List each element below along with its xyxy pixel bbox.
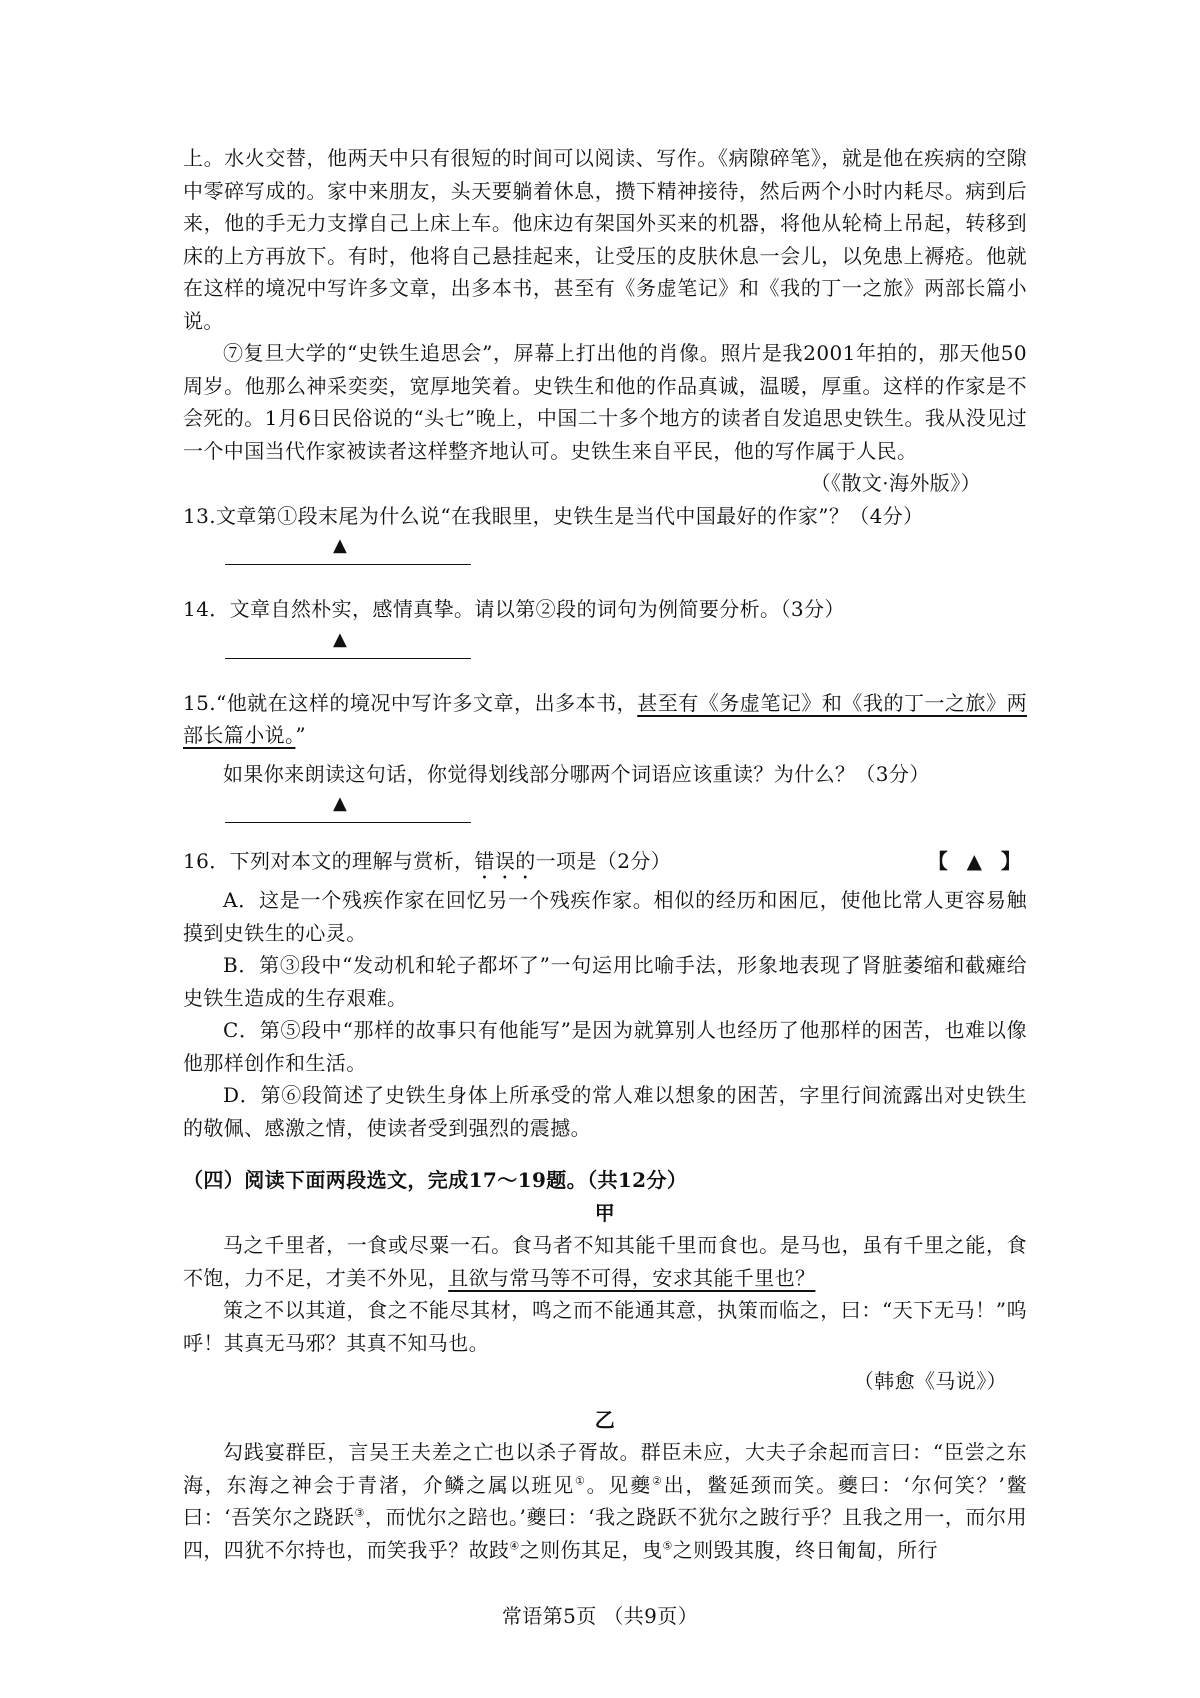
yi-text-d: ，而忧尔之踣也。’夔曰：‘我之跷跃不犹尔之跛行乎？且我之用一，而尔用四，四犹不尔持也，而笑我乎？故跂 xyxy=(183,1505,1027,1562)
page-content xyxy=(183,142,1027,1566)
yi-text-e: 之则伤其足，曳 xyxy=(519,1537,663,1562)
question-16-prefix: 16．下列对本文的理解与赏析， xyxy=(183,849,475,873)
footnote-marker-4: ④ xyxy=(509,1538,520,1552)
answer-line-13[interactable] xyxy=(225,532,471,565)
triangle-marker: ▲ xyxy=(333,628,348,650)
passage-yi-paragraph-1 xyxy=(183,1436,1027,1566)
footnote-marker-3: ③ xyxy=(354,1506,365,1520)
question-16 xyxy=(183,845,1027,884)
jia-p1-text: 马之千里者，一食或尽粟一石。食马者不知其能千里而食也。是马也，虽有千里之能，食不饱，力不足，才美不外见， xyxy=(183,1233,1027,1290)
footnote-marker-5: ⑤ xyxy=(662,1538,673,1552)
answer-line-14[interactable] xyxy=(225,626,471,659)
yi-text-a: 勾践宴群臣，言吴王夫差之亡也以杀子胥故。群臣未应，大夫子余起而言曰：“臣尝之东海，东海之神会于青渚，介鳞之属以班见 xyxy=(183,1440,1027,1497)
yi-text-c: 出，鳖延颈而笑。夔曰：‘尔何笑？’鳖曰：‘吾笑尔之跷跃 xyxy=(183,1472,1027,1529)
question-15 xyxy=(183,687,1027,752)
answer-bracket[interactable]: 【 ▲ 】 xyxy=(927,849,1027,873)
paragraph-7: ⑦复旦大学的“史铁生追思会”，屏幕上打出他的肖像。照片是我2001年拍的，那天他50周岁。他那么神采奕奕，宽厚地笑着。史铁生和他的作品真诚，温暖，厚重。这样的作家是不会死的。1月6日民俗说的“头七”晚上，中国二十多个地方的读者自发追思史铁生。我从没见过一个中国当代作家被读者这样整齐地认可。史铁生来自平民，他的写作属于人民。 xyxy=(183,341,1027,463)
yi-text-b: 。见夔 xyxy=(586,1472,652,1497)
footnote-marker-2: ② xyxy=(652,1473,664,1487)
jia-source: （韩愈《马说》） xyxy=(853,1369,1007,1393)
question-15-underlined: 甚至有《务虚笔记》和《我的丁一之旅》两部长篇小说。 xyxy=(183,690,1027,747)
page-footer: 常语第5页 （共9页） xyxy=(501,1604,699,1628)
passage-jia-paragraph-1 xyxy=(183,1229,1027,1294)
option-d: D．第⑥段简述了史铁生身体上所承受的常人难以想象的困苦，字里行间流露出对史铁生的敬佩、感激之情，使读者受到强烈的震撼。 xyxy=(183,1083,1027,1140)
option-b: B．第③段中“发动机和轮子都坏了”一句运用比喻手法，形象地表现了肾脏萎缩和截瘫给史铁生造成的生存艰难。 xyxy=(183,953,1027,1010)
yi-text-f: 之则毁其腹，终日匍匐，所行 xyxy=(672,1537,938,1562)
triangle-marker: ▲ xyxy=(333,535,348,556)
question-13: 13.文章第①段末尾为什么说“在我眼里，史铁生是当代中国最好的作家”？（4分） xyxy=(183,503,924,528)
option-a: A．这是一个残疾作家在回忆另一个残疾作家。相似的经历和困厄，使他比常人更容易触摸到史铁生的心灵。 xyxy=(183,888,1027,945)
question-16-suffix: 一项是（2分） xyxy=(535,849,672,873)
jia-p1-underlined: 且欲与常马等不可得，安求其能千里也？ xyxy=(448,1265,816,1290)
question-15-ask: 如果你来朗读这句话，你觉得划线部分哪两个词语应该重读？为什么？（3分） xyxy=(223,761,930,786)
section-4-heading: （四）阅读下面两段选文，完成17～19题。（共12分） xyxy=(183,1168,688,1192)
question-16-emphasis: 错误的 xyxy=(474,849,536,873)
passage-yi-title: 乙 xyxy=(594,1407,616,1432)
triangle-marker: ▲ xyxy=(333,793,348,814)
question-14: 14．文章自然朴实，感情真挚。请以第②段的词句为例简要分析。（3分） xyxy=(183,597,845,621)
paragraph-6-continued: 上。水火交替，他两天中只有很短的时间可以阅读、写作。《病隙碎笔》，就是他在疾病的空隙中零碎写成的。家中来朋友，头天要躺着休息，攒下精神接待，然后两个小时内耗尽。病到后来，他的手无力支撑自己上床上车。他床边有架国外买来的机器，将他从轮椅上吊起，转移到床的上方再放下。有时，他将自己悬挂起来，让受压的皮肤休息一会儿，以免患上褥疮。他就在这样的境况中写许多文章，出多本书，甚至有《务虚笔记》和《我的丁一之旅》两部长篇小说。 xyxy=(183,146,1027,333)
question-15-prefix: 15.“他就在这样的境况中写许多文章，出多本书， xyxy=(183,690,638,715)
option-c: C．第⑤段中“那样的故事只有他能写”是因为就算别人也经历了他那样的困苦，也难以像他那样创作和生活。 xyxy=(183,1018,1027,1075)
passage-source: （《散文·海外版》） xyxy=(810,471,981,495)
question-15-suffix: ” xyxy=(295,723,307,747)
passage-jia-title: 甲 xyxy=(594,1200,616,1225)
answer-line-15[interactable] xyxy=(225,790,471,823)
passage-jia-paragraph-2: 策之不以其道，食之不能尽其材，鸣之而不能通其意，执策而临之，曰：“天下无马！”呜呼！其真无马邪？其真不知马也。 xyxy=(183,1298,1027,1355)
footnote-marker-1: ① xyxy=(575,1473,587,1487)
